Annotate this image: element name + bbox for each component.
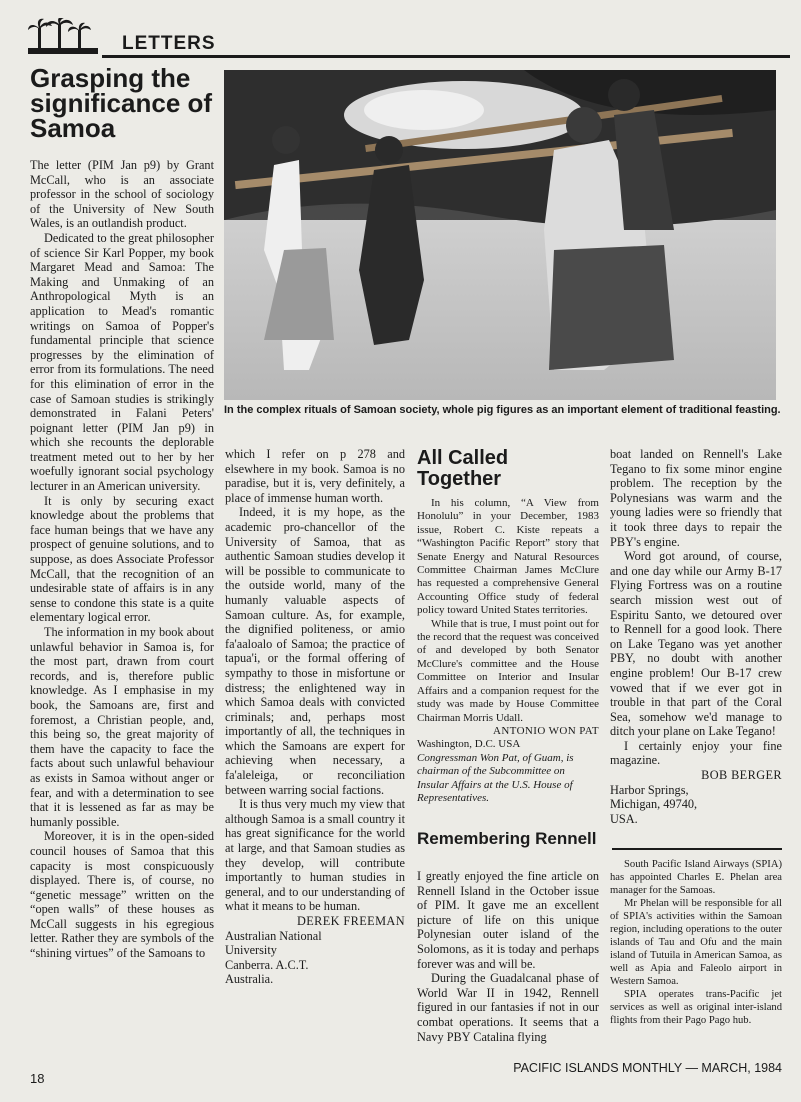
address-line: Australia. [225, 972, 274, 987]
address-line: Canberra. A.C.T. [225, 957, 309, 972]
letter-signature: DEREK FREEMAN [296, 914, 405, 928]
paragraph: It is thus very much my view that although Samoa is a small country it has great significance for the world at large, and that Samoan studies as they develop, will contribute importantly to human studies in general, and to our understanding of what it means to be human. [225, 797, 405, 914]
letter-signature: ANTONIO WON PAT [492, 724, 599, 737]
paragraph: which I refer on p 278 and elsewhere in my book. Samoa is no paradise, but it is, very definitely, a place of immense human worth. [225, 447, 405, 505]
paragraph: SPIA operates trans-Pacific jet services as well as original inter-island flights from their Pago Pago hub. [610, 989, 782, 1026]
editor-note: Congressman Won Pat, of Guam, is chairman of the Subcommittee on Insular Affairs at the U.S. House of Representatives. [417, 751, 574, 804]
page-number: 18 [30, 1071, 45, 1086]
pig-carrying-illustration [224, 70, 776, 400]
section-label: LETTERS [122, 33, 216, 54]
letter-headline: All Called Together [417, 447, 509, 490]
address-line: University [225, 943, 277, 958]
paragraph: South Pacific Island Airways (SPIA) has appointed Charles E. Phelan area manager for the Samoas. [610, 859, 782, 896]
paragraph: Dedicated to the great philosopher of science Sir Karl Popper, my book Margaret Mead and Samoa: The Making and Unmaking of an Anthropological Myth is an application to Mead's romantic writings on Samoa of Popper's fundamental principle that science progresses by the elimination of error from its formulations. The need for this elimination of error in the case of Samoan studies is strikingly demonstrated in Falani Peters' poignant letter (PIM Jan p9) in which she recounts the deplorable treatment meted out to her by her woefully ignorant social psychology lecturer in an American university. [30, 230, 214, 494]
address-line: USA. [610, 811, 638, 826]
letter-headline: Remembering Rennell [417, 829, 597, 848]
article-column-3b [417, 869, 599, 1044]
article-column-3 [417, 497, 599, 805]
paragraph: It is only by securing exact knowledge about the problems that face human beings that we have any prospect of genuine solutions, and to suppose, as does Associate Professor McCall, that the recognition of an undesirable state of affairs is in any sense to condone this state is a quite elementary logical error. [30, 493, 214, 625]
paragraph: In his column, “A View from Honolulu” in your December, 1983 issue, Robert C. Kiste repeats a “Washington Pacific Report” story that Senate Energy and Natural Resources Committee Chairman James McClure has requested a comprehensive General Accounting Office study of federal policy toward United States territories. [417, 497, 599, 617]
paragraph: During the Guadalcanal phase of World War II in 1942, Rennell figured in our fantasies if not in our combat operations. It seems that a Navy PBY Catalina flying [417, 971, 599, 1044]
address-line: Washington, D.C. USA [417, 738, 521, 751]
paragraph: I certainly enjoy your fine magazine. [610, 738, 782, 768]
letter-signature: BOB BERGER [701, 768, 782, 783]
article-column-1 [30, 158, 214, 961]
paragraph: The letter (PIM Jan p9) by Grant McCall, who is an associate professor in the school of sociology of the University of New South Wales, is an outlandish product. [30, 158, 214, 231]
section-divider [612, 848, 782, 850]
palm-trees-icon [28, 18, 98, 54]
article-column-4 [610, 447, 782, 826]
header-rule [102, 55, 790, 58]
news-brief [610, 858, 782, 1027]
paragraph: Indeed, it is my hope, as the academic pro-chancellor of the University of Samoa, that as authentic Samoan studies develop it will be possible to communicate to the outside world, many of the humanly valuable aspects of Samoan culture. As, for example, the dignified politeness, or amio fa'aaloalo of Samoa; the practice of tapua'i, or the formal offering of sympathy to those in misfortune or distress; the enlightened way in which Samoa deals with convicted criminals; and, perhaps most importantly of all, the techniques in which the Samoans are expert for achieving when necessary, a fa'aleleiga, or reconciliation between warring social factions. [225, 505, 405, 797]
feast-photo [224, 70, 776, 400]
photo-caption: In the complex rituals of Samoan society, whole pig figures as an important element of traditional feasting. [224, 404, 781, 416]
magazine-footer: PACIFIC ISLANDS MONTHLY — MARCH, 1984 [513, 1061, 782, 1075]
paragraph: While that is true, I must point out for the record that the request was conceived of and developed by both Senator McClure's committee and the House Committee on Interior and Insular Affairs and a companion request for the study was made by House Committee Chairman Morris Udall. [417, 617, 599, 724]
article-headline: Grasping the significance of Samoa [30, 63, 213, 143]
address-line: Harbor Springs, [610, 782, 689, 797]
paragraph: The information in my book about unlawful behavior in Samoa is, for the most part, drawn from court records, and is, therefore public knowledge. As I emphasise in my book, the Samoans are, first and foremost, a Christian people, and, this being so, the great majority of them have the capacity to face the facts about such unlawful behaviour as exists in Samoa without anger or fear, and with a determination to see that it is lessened as far as may be humanly possible. [30, 625, 214, 829]
section-header [28, 14, 790, 58]
paragraph: Mr Phelan will be responsible for all of SPIA's activities within the Samoan region, including operations to the outer islands of Tau and Ofu and the main island of Tutuila in American Samoa, as well as Apia and Faleolo airport in Western Samoa. [610, 898, 782, 987]
paragraph: Moreover, it is in the open-sided council houses of Samoa that this capacity is most conspicuously displayed. There is, of course, no “genetic message” written on the “open walls” of these houses as McCall suggests in his egregious letter. Rather they are symbols of the “shining virtues” of the Samoans to [30, 829, 214, 961]
article-column-2 [225, 447, 405, 987]
paragraph: boat landed on Rennell's Lake Tegano to fix some minor engine problem. The reception by the Polynesians was warm and the young ladies were so friendly that it took three days to repair the PBY's engine. [610, 447, 782, 549]
address-line: Australian National [225, 928, 322, 943]
paragraph: Word got around, of course, and one day while our Army B-17 Flying Fortress was on a routine search mission west out of Espiritu Santo, we detoured over to Rennell for a good look. There on Lake Tegano was yet another PBY, no doubt with another engine problem! Our B-17 crew vowed that if we ever got in trouble in that part of the Coral Sea, somehow we'd manage to ditch your plane on Lake Tegano! [610, 549, 782, 739]
paragraph: I greatly enjoyed the fine article on Rennell Island in the October issue of PIM. It gave me an excellent picture of life on this unique Polynesian outer island of the Solomons, as it is today and perhaps forever was and will be. [417, 869, 599, 971]
address-line: Michigan, 49740, [610, 797, 698, 812]
